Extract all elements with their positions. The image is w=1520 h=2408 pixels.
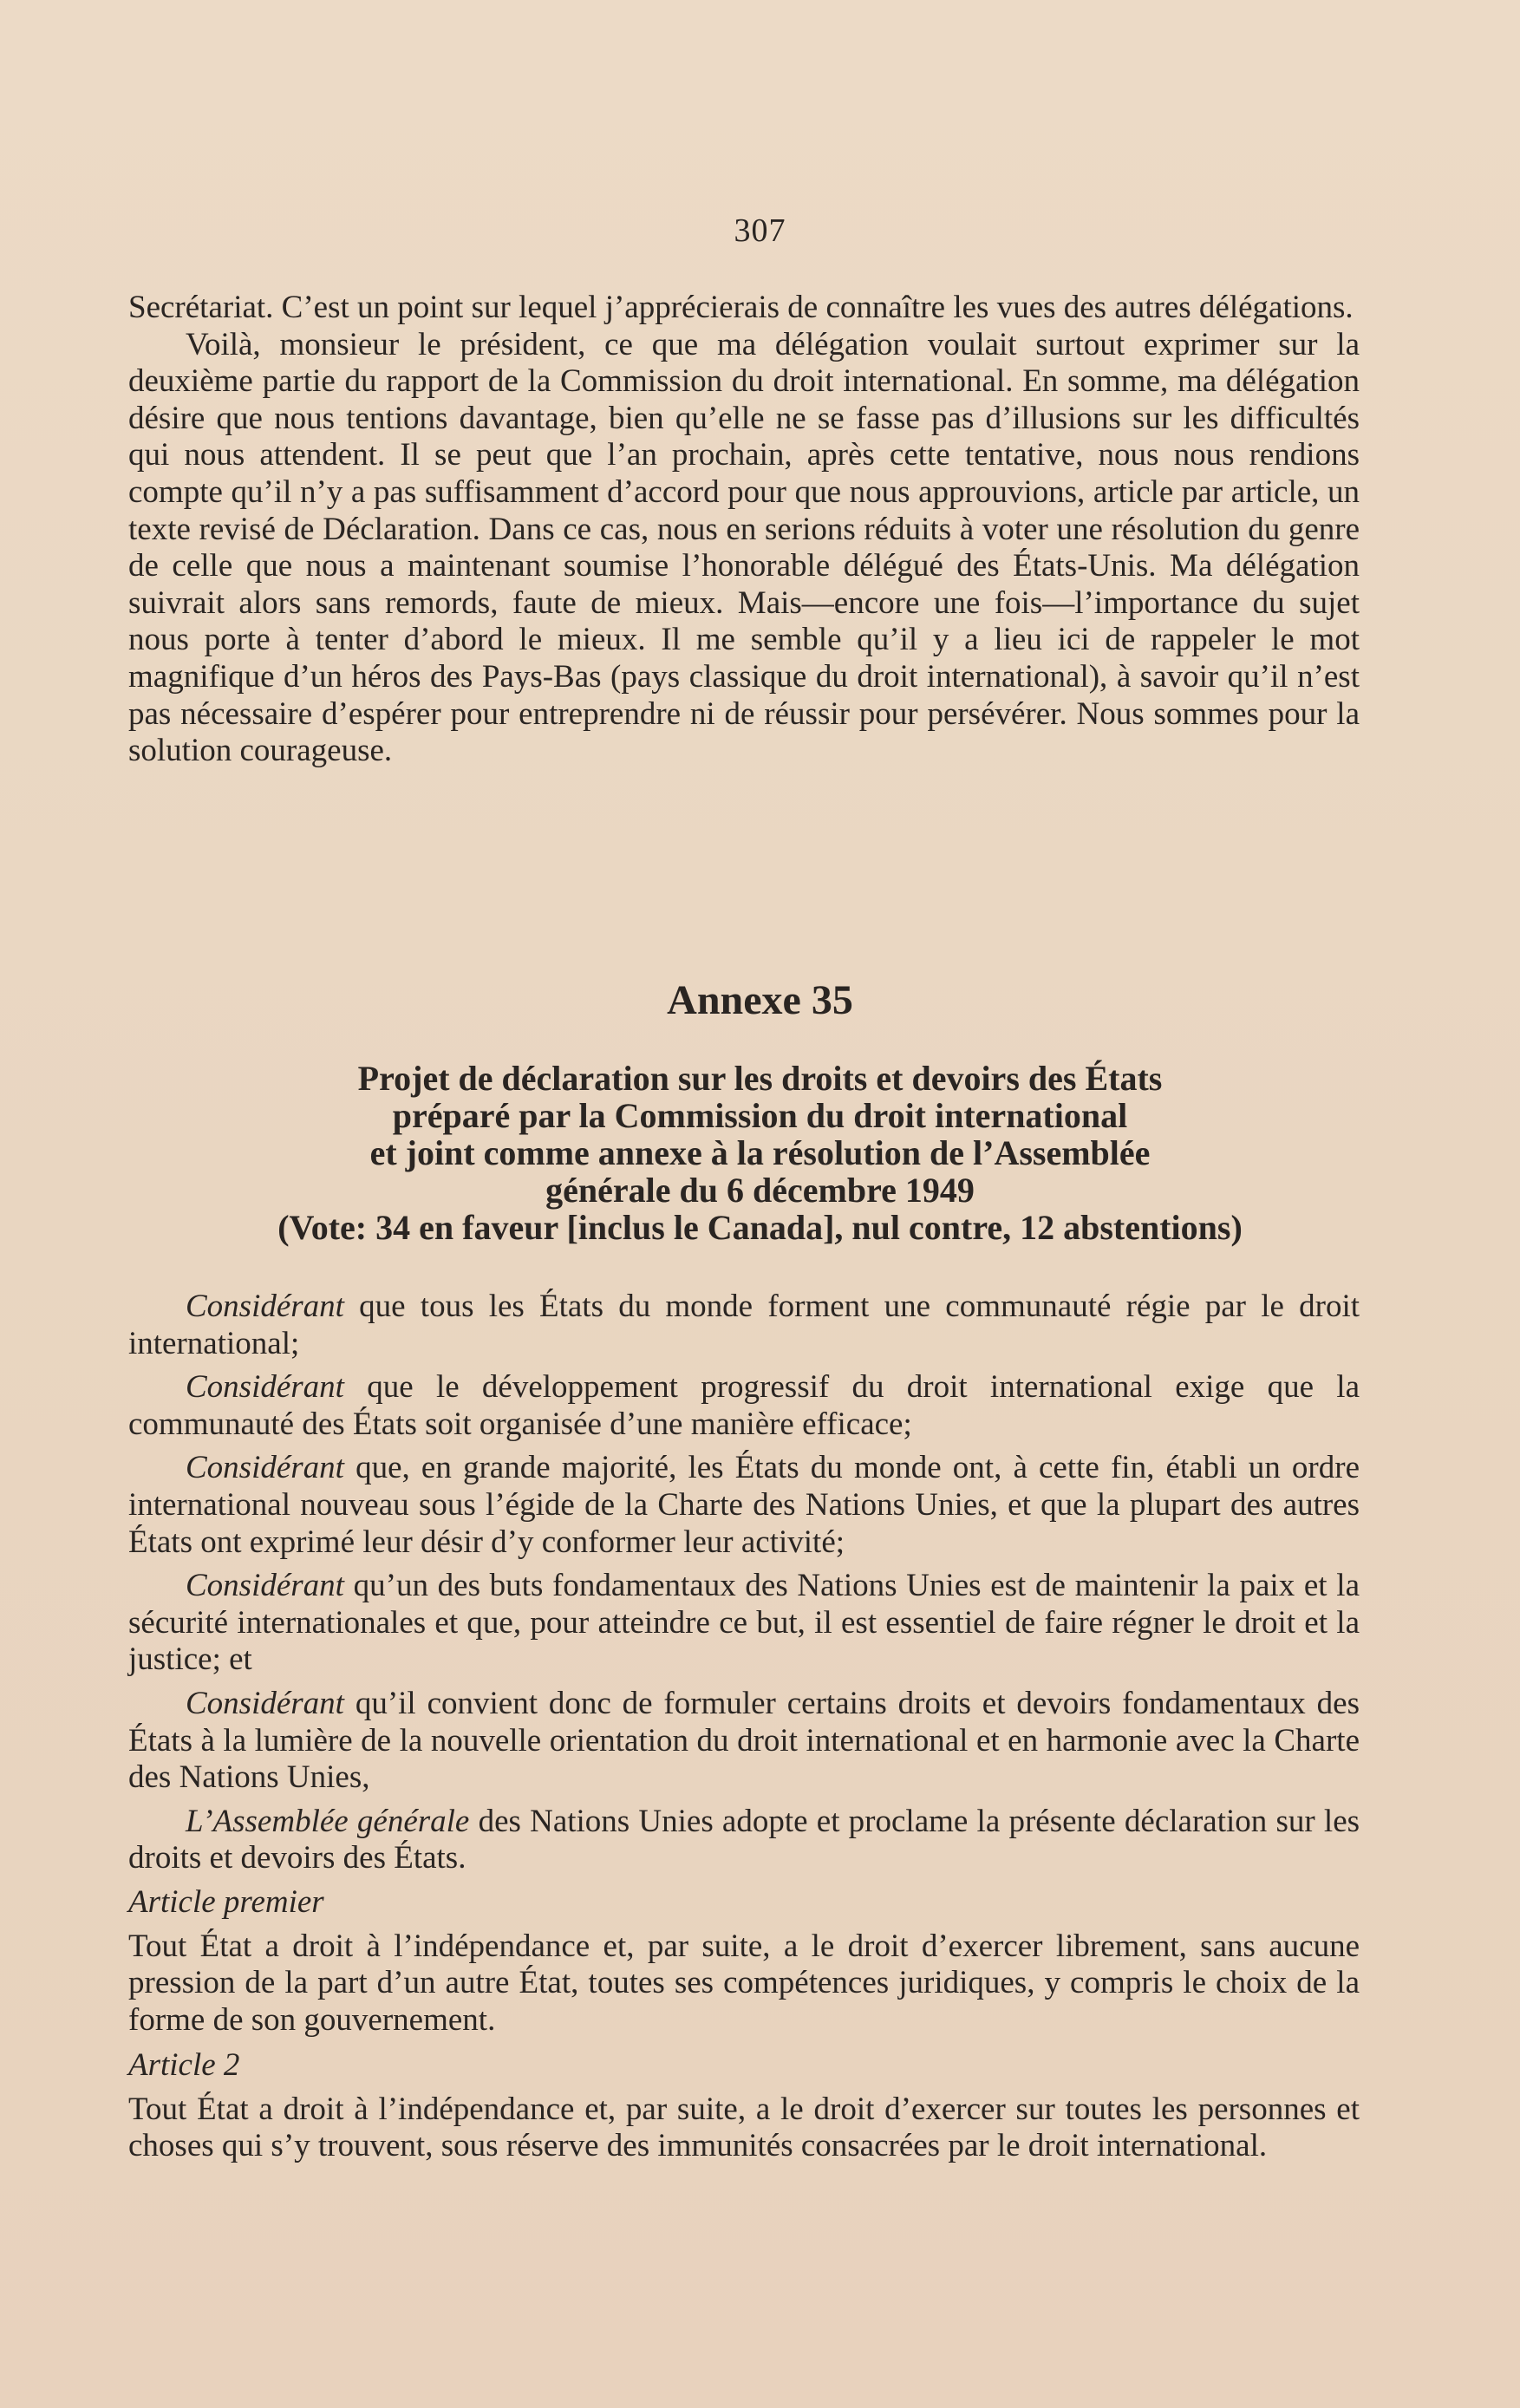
article-2-text: Tout État a droit à l’indépendance et, par suite, a le droit d’exercer sur toutes les personnes et choses qui s’y trouvent, sous réserve des immunités consacrées par le droit international.	[128, 2091, 1360, 2164]
considerant-5	[128, 1686, 1360, 1797]
article-2-heading: Article 2	[128, 2047, 240, 2084]
considerant-text: que le développement progressif du droit international exige que la communauté des États soit organisée d’une manière efficace;	[128, 1369, 1360, 1442]
article-1-heading: Article premier	[128, 1883, 324, 1920]
considerant-text: que, en grande majorité, les États du monde ont, à cette fin, établi un ordre international nouveau sous l’égide de la Charte des Nations Unies, et que la plupart des autres États ont exprimé leur désir d’y conformer leur activité;	[128, 1450, 1360, 1560]
considerant-lead: Considérant	[186, 1685, 344, 1721]
paragraph-secretariat: Secrétariat. C’est un point sur lequel j’apprécierais de connaître les vues des autres délégations.	[128, 290, 1354, 325]
article-1-text: Tout État a droit à l’indépendance et, par suite, a le droit d’exercer librement, sans aucune pression de la part d’un autre État, toutes ses compétences juridiques, y compris le choix de la forme de son gouvernement.	[128, 1928, 1360, 2038]
declaration-heading-line-1: Projet de déclaration sur les droits et devoirs des États	[357, 1059, 1163, 1098]
vote-line: (Vote: 34 en faveur [inclus le Canada], nul contre, 12 abstentions)	[277, 1208, 1243, 1247]
considerant-2	[128, 1369, 1360, 1443]
considerant-1	[128, 1289, 1360, 1362]
considerant-text: qu’un des buts fondamentaux des Nations Unies est de maintenir la paix et la sécurité internationales et que, pour atteindre ce but, il est essentiel de faire régner le droit et la justice; et	[128, 1568, 1360, 1678]
declaration-heading-line-3: et joint comme annexe à la résolution de l’Assemblée	[369, 1133, 1151, 1172]
considerant-lead: Considérant	[186, 1369, 344, 1406]
considerant-4	[128, 1568, 1360, 1679]
considerant-lead: Considérant	[186, 1450, 344, 1486]
assembly-proclamation	[128, 1804, 1360, 1877]
declaration-heading-line-4: générale du 6 décembre 1949	[545, 1171, 975, 1210]
continued-speech-section	[128, 290, 1360, 770]
declaration-heading-line-2: préparé par la Commission du droit international	[392, 1096, 1128, 1135]
assembly-lead: L’Assemblée générale	[186, 1803, 470, 1839]
declaration-heading	[0, 1060, 1520, 1246]
considerant-text: qu’il convient donc de formuler certains droits et devoirs fondamentaux des États à la lumière de la nouvelle orientation du droit international et en harmonie avec la Charte des Nations Unies,	[128, 1685, 1360, 1796]
annex-title: Annexe 35	[667, 977, 853, 1023]
considerant-3	[128, 1450, 1360, 1561]
paragraph-voila: Voilà, monsieur le président, ce que ma délégation voulait surtout exprimer sur la deuxième partie du rapport de la Commission du droit international. En somme, ma délégation désire que nous tentions davantage, bien qu’elle ne se fasse pas d’illusions sur les difficultés qui nous attendent. Il se peut que l’an prochain, après cette tentative, nous nous rendions compte qu’il n’y a pas suffisamment d’accord pour que nous approuvions, article par article, un texte revisé de Déclaration. Dans ce cas, nous en serions réduits à voter une résolution du genre de celle que nous a maintenant soumise l’honorable délégué des États-Unis. Ma délégation suivrait alors sans remords, faute de mieux. Mais—encore une fois—l’importance du sujet nous porte à tenter d’abord le mieux. Il me semble qu’il y a lieu ici de rappeler le mot magnifique d’un héros des Pays-Bas (pays classique du droit international), à savoir qu’il n’est pas nécessaire d’espérer pour entreprendre ni de réussir pour persévérer. Nous sommes pour la solution courageuse.	[128, 326, 1360, 769]
declaration-body	[128, 1289, 1360, 2174]
considerant-lead: Considérant	[186, 1289, 344, 1324]
considerant-text: que tous les États du monde forment une communauté régie par le droit international;	[128, 1289, 1360, 1361]
considerant-lead: Considérant	[186, 1568, 344, 1604]
assembly-text: des Nations Unies adopte et proclame la présente déclaration sur les droits et devoirs des États.	[128, 1803, 1360, 1876]
page-number: 307	[734, 212, 786, 249]
